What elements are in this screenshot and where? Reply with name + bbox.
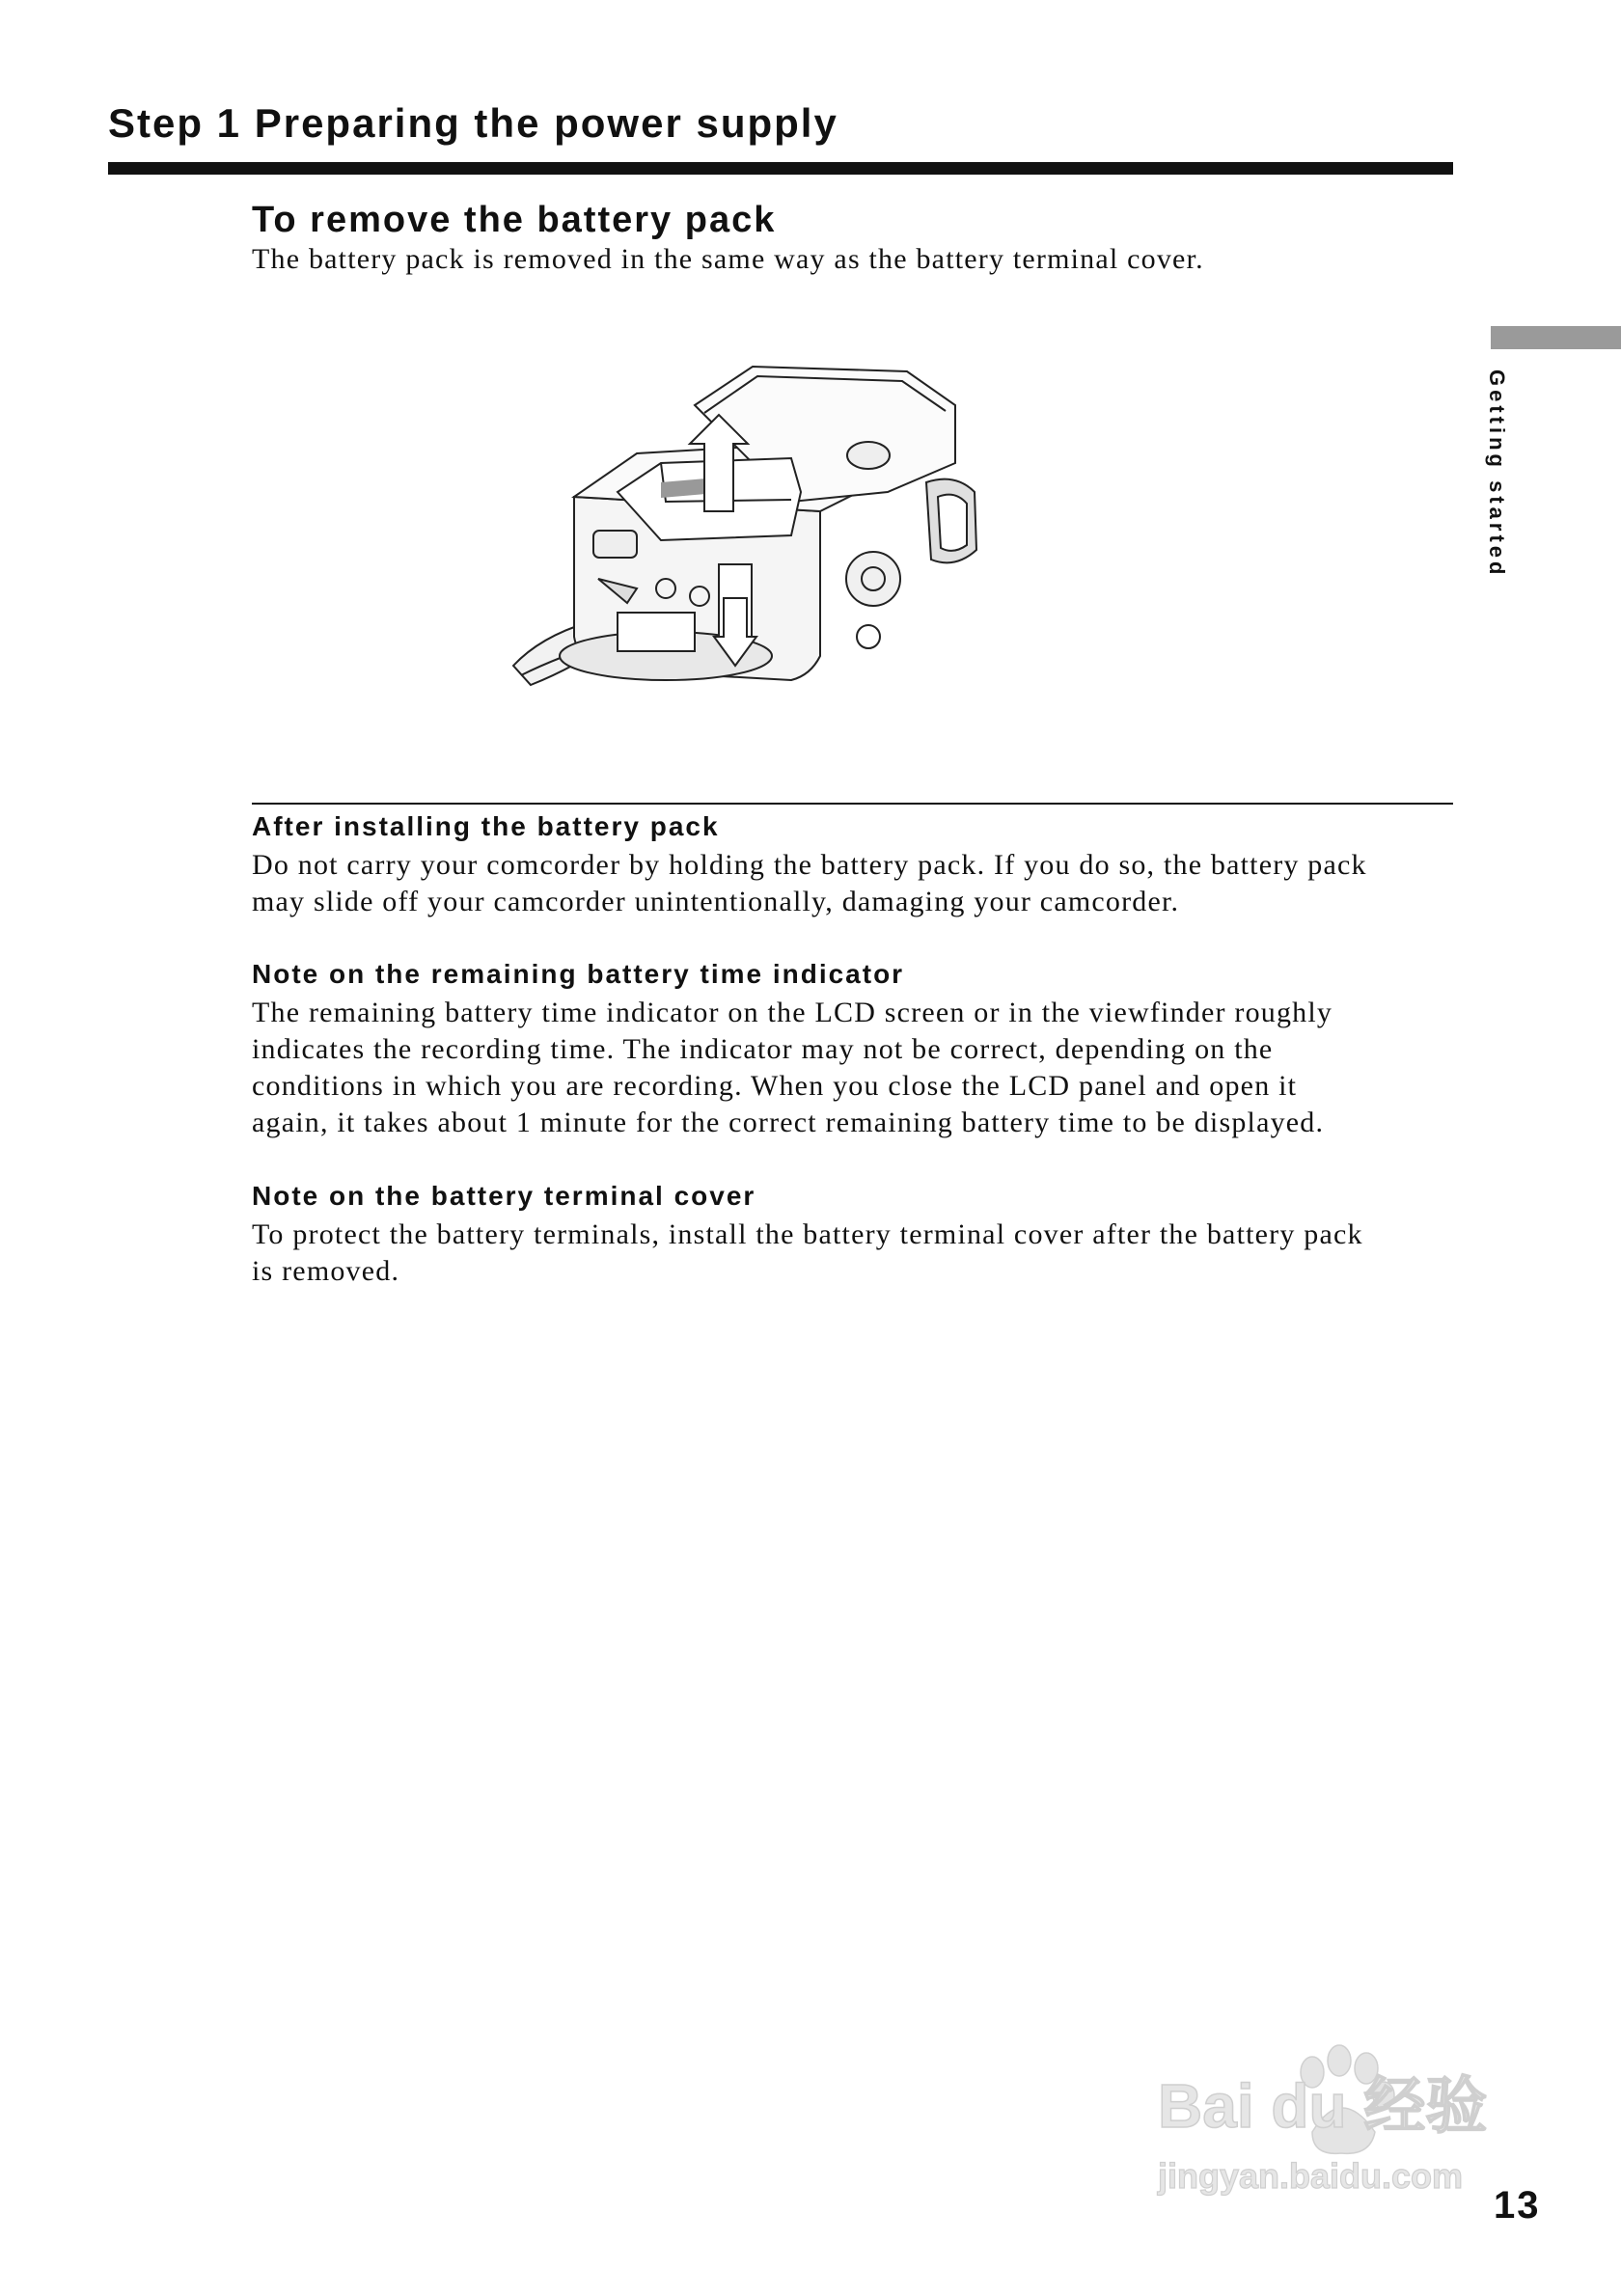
note-line: Do not carry your comcorder by holding the battery pack. If you do so, the battery pack [252,849,1367,881]
page-title: Step 1 Preparing the power supply [108,100,838,146]
watermark-brand: Bai du 经验 [1158,2071,1488,2141]
note-heading-after-installing: After installing the battery pack [252,811,720,841]
note-line: is removed. [252,1255,400,1287]
note-line: again, it takes about 1 minute for the correct remaining battery time to be displayed. [252,1107,1325,1138]
section-heading: To remove the battery pack [252,200,777,240]
note-line: The remaining battery time indicator on the LCD screen or in the viewfinder roughly [252,997,1333,1028]
baidu-watermark [1148,2026,1534,2238]
note-body-remaining-time [252,995,1458,1141]
note-line: conditions in which you are recording. When you close the LCD panel and open it [252,1070,1298,1102]
note-line: indicates the recording time. The indicator may not be correct, depending on the [252,1033,1274,1065]
section-intro: The battery pack is removed in the same way as the battery terminal cover. [252,243,1204,275]
note-body-after-installing [252,847,1458,920]
notes-divider [252,803,1453,805]
note-line: To protect the battery terminals, install the battery terminal cover after the battery pack [252,1218,1363,1250]
camcorder-battery-illustration [502,347,994,714]
watermark-url: jingyan.baidu.com [1158,2156,1464,2196]
header-rule [108,162,1453,175]
side-tab-marker [1491,326,1621,349]
note-heading-terminal-cover: Note on the battery terminal cover [252,1181,756,1211]
page-number: 13 [1494,2184,1541,2227]
note-body-terminal-cover [252,1216,1458,1290]
side-tab-label: Getting started [1485,369,1509,579]
note-line: may slide off your camcorder unintentionally, damaging your camcorder. [252,886,1180,917]
note-heading-remaining-time: Note on the remaining battery time indicator [252,959,905,989]
